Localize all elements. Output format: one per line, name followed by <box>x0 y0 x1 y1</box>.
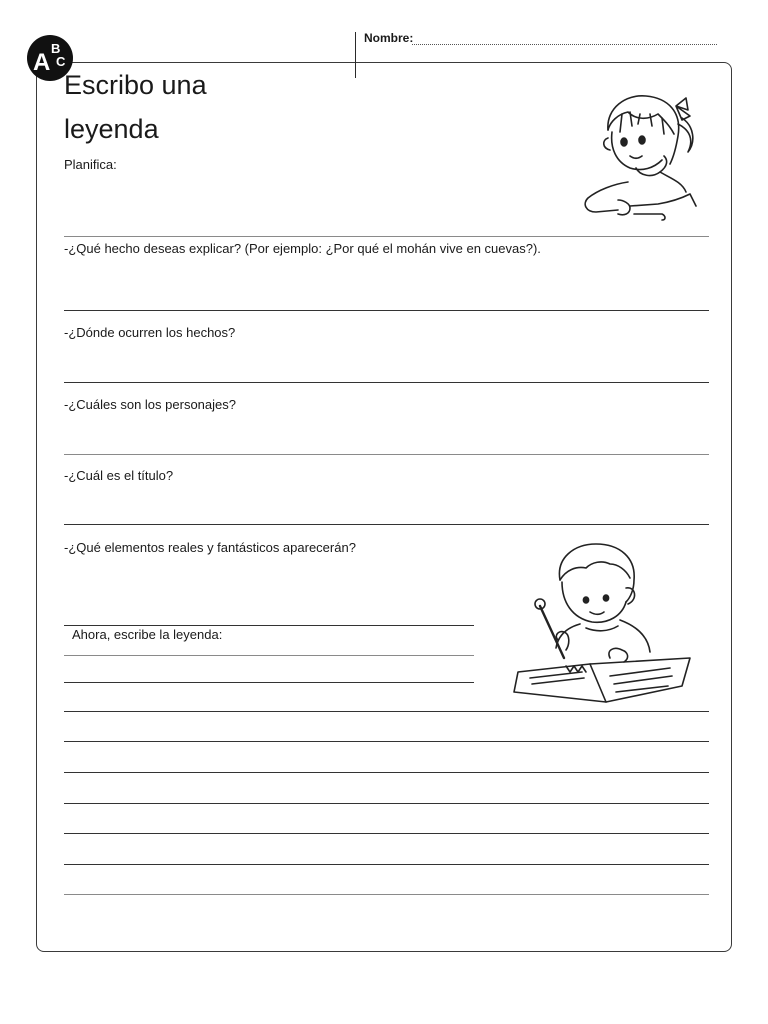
writing-line[interactable] <box>64 864 709 865</box>
nombre-field[interactable] <box>412 44 717 45</box>
writing-line[interactable] <box>64 655 474 656</box>
writing-line[interactable] <box>64 833 709 834</box>
writing-line[interactable] <box>64 803 709 804</box>
girl-thinking-illustration <box>578 90 708 225</box>
logo-letter-a: A <box>33 49 51 76</box>
answer-line-elementos[interactable] <box>64 625 474 626</box>
question-personajes: -¿Cuáles son los personajes? <box>64 397 236 412</box>
boy-writing-illustration <box>510 540 695 710</box>
writing-line[interactable] <box>64 741 709 742</box>
answer-line-titulo[interactable] <box>64 524 709 525</box>
question-hecho: -¿Qué hecho deseas explicar? (Por ejemplo: ¿Por qué el mohán vive en cuevas?). <box>64 241 541 256</box>
answer-line-hecho[interactable] <box>64 310 709 311</box>
answer-line-donde[interactable] <box>64 382 709 383</box>
logo-letter-c: C <box>56 54 66 69</box>
question-elementos: -¿Qué elementos reales y fantásticos aparecerán? <box>64 540 356 555</box>
nombre-label: Nombre: <box>364 31 414 45</box>
writing-line[interactable] <box>64 711 709 712</box>
writing-line[interactable] <box>64 682 474 683</box>
planifica-label: Planifica: <box>64 157 117 172</box>
page-title-line1: Escribo una <box>64 70 207 100</box>
logo-letter-b: B <box>51 41 61 56</box>
writing-line[interactable] <box>64 772 709 773</box>
writing-line[interactable] <box>64 894 709 895</box>
page-title-line2: leyenda <box>64 114 159 144</box>
separator-line <box>64 236 709 237</box>
write-prompt-label: Ahora, escribe la leyenda: <box>72 627 223 642</box>
question-donde: -¿Dónde ocurren los hechos? <box>64 325 236 340</box>
answer-line-personajes[interactable] <box>64 454 709 455</box>
header-divider <box>355 32 356 78</box>
question-titulo: -¿Cuál es el título? <box>64 468 174 483</box>
